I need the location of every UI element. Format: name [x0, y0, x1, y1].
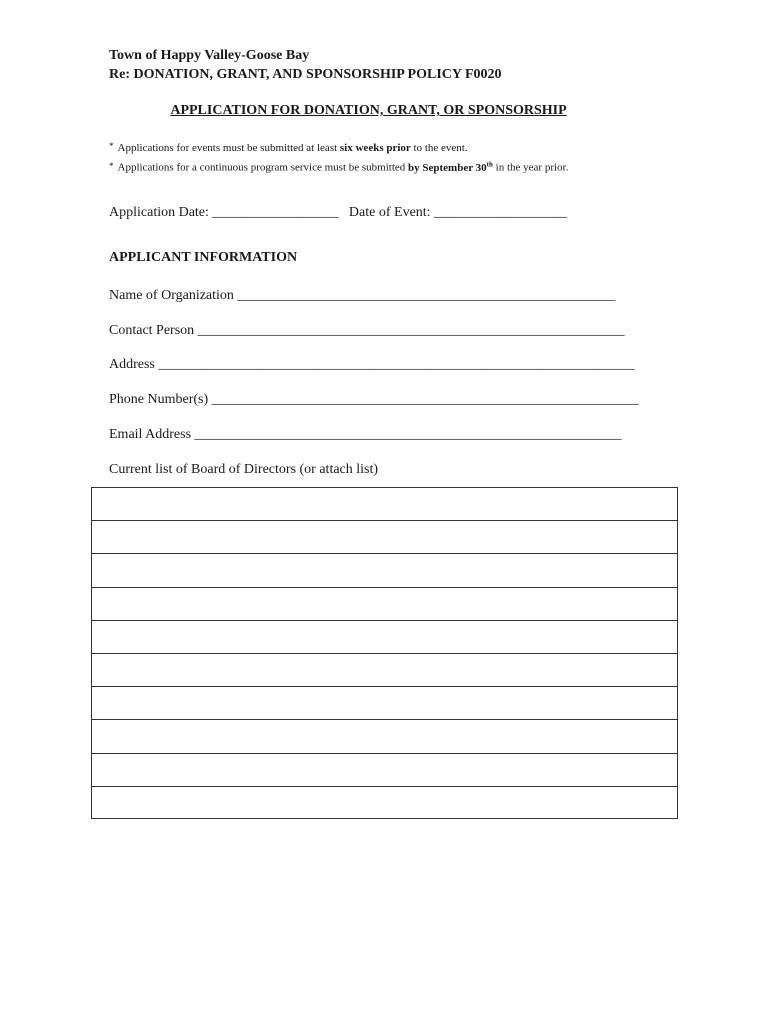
- board-row[interactable]: [92, 521, 677, 554]
- board-row[interactable]: [92, 720, 677, 753]
- contact-person-field[interactable]: Contact Person _____________________________________________________________: [109, 323, 625, 338]
- board-row[interactable]: [92, 687, 677, 720]
- applicant-information-heading: APPLICANT INFORMATION: [109, 250, 298, 265]
- board-row[interactable]: [92, 754, 677, 787]
- organization-name-field[interactable]: Name of Organization ______________________________________________________: [109, 288, 616, 303]
- document-header: [109, 46, 502, 84]
- board-row[interactable]: [92, 787, 677, 820]
- submission-notes: [109, 138, 568, 176]
- note-events: * Applications for events must be submitted at least six weeks prior to the event.: [109, 141, 468, 154]
- board-row[interactable]: [92, 554, 677, 587]
- policy-reference: Re: DONATION, GRANT, AND SPONSORSHIP POLICY F0020: [109, 67, 502, 82]
- date-row: [109, 205, 567, 221]
- address-field[interactable]: Address ____________________________________________________________________: [109, 357, 635, 372]
- form-title: APPLICATION FOR DONATION, GRANT, OR SPONSORSHIP: [170, 103, 567, 118]
- event-date-field[interactable]: Date of Event: ___________________: [348, 205, 568, 220]
- board-row[interactable]: [92, 488, 677, 521]
- phone-number-field[interactable]: Phone Number(s) _____________________________________________________________: [109, 392, 639, 407]
- note-bullet: *: [109, 160, 114, 171]
- board-row[interactable]: [92, 588, 677, 621]
- board-of-directors-table: [91, 487, 678, 819]
- email-address-field[interactable]: Email Address _____________________________________________________________: [109, 427, 622, 442]
- town-name: Town of Happy Valley-Goose Bay: [109, 48, 310, 63]
- note-bullet: *: [109, 141, 114, 151]
- note-continuous-program: * Applications for a continuous program service must be submitted by September 30th in the year prior.: [109, 160, 569, 174]
- board-row[interactable]: [92, 654, 677, 687]
- board-row[interactable]: [92, 621, 677, 654]
- board-of-directors-label: Current list of Board of Directors (or attach list): [109, 462, 379, 477]
- application-date-field[interactable]: Application Date: __________________: [109, 205, 339, 220]
